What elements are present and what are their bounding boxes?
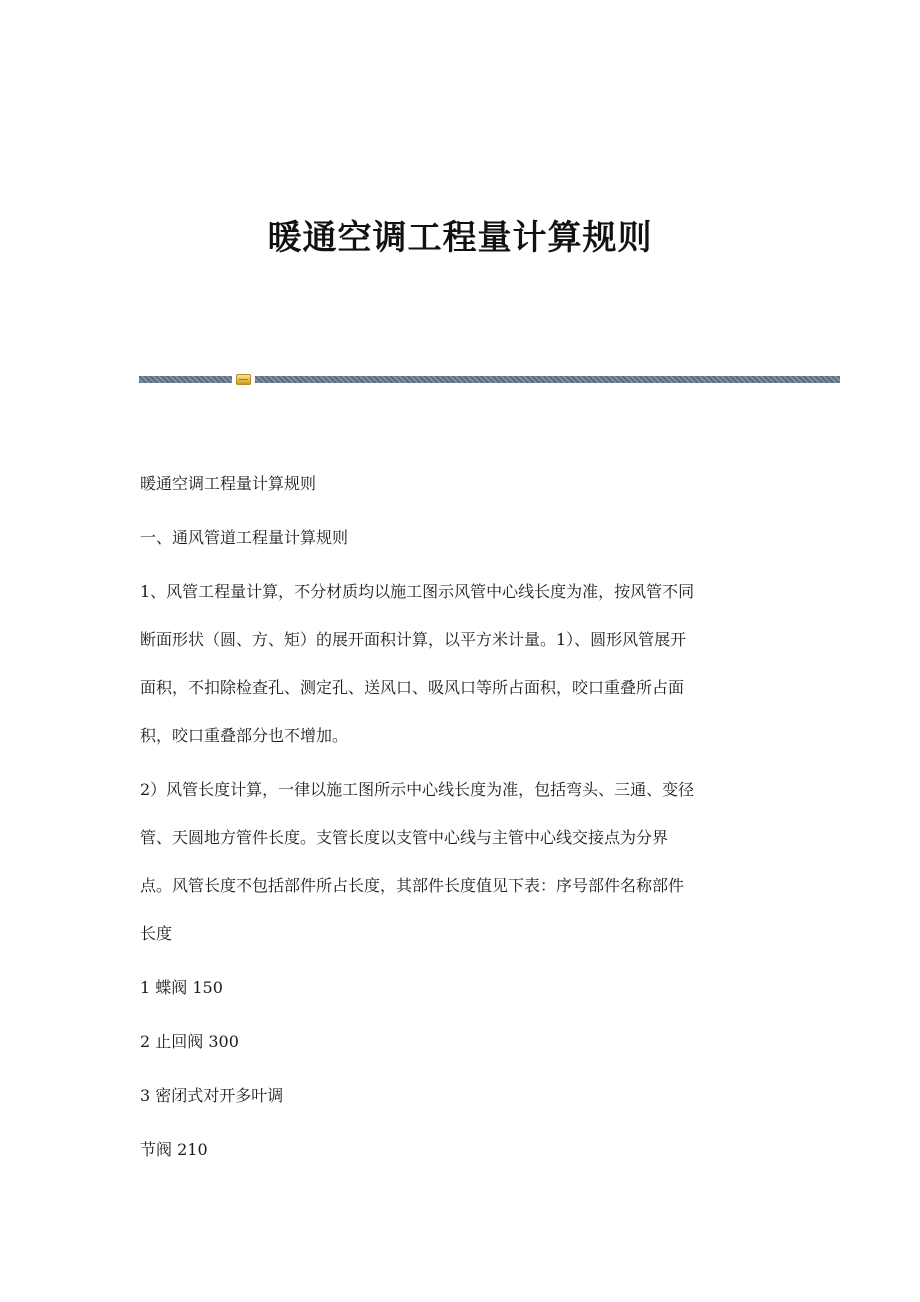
- divider-right-segment: [255, 376, 840, 383]
- paragraph-rule-2: [140, 774, 785, 950]
- document-title: 暖通空调工程量计算规则: [267, 218, 653, 258]
- body-line: 1 蝶阀 150: [140, 978, 223, 997]
- body-line: 管、天圆地方管件长度。支管长度以支管中心线与主管中心线交接点为分界: [140, 828, 669, 847]
- body-line: 暖通空调工程量计算规则: [140, 474, 317, 493]
- body-line: 节阀 210: [140, 1140, 208, 1159]
- body-line: 长度: [140, 924, 173, 943]
- list-item: [140, 972, 785, 1004]
- body-line: 2 止回阀 300: [140, 1032, 239, 1051]
- list-item: [140, 1026, 785, 1058]
- paragraph-rule-1: [140, 576, 785, 752]
- body-line: 1、风管工程量计算，不分材质均以施工图示风管中心线长度为准，按风管不同: [140, 582, 695, 601]
- body-line: 2）风管长度计算，一律以施工图所示中心线长度为准，包括弯头、三通、变径: [140, 780, 695, 799]
- list-item-continuation: [140, 1134, 785, 1166]
- paragraph-heading: [140, 468, 785, 500]
- paragraph-section-title: [140, 522, 785, 554]
- document-body: [140, 468, 785, 1166]
- divider-left-segment: [139, 376, 232, 383]
- list-item: [140, 1080, 785, 1112]
- body-line: 点。风管长度不包括部件所占长度，其部件长度值见下表：序号部件名称部件: [140, 876, 685, 895]
- body-line: 积，咬口重叠部分也不增加。: [140, 726, 349, 745]
- body-line: 面积，不扣除检查孔、测定孔、送风口、吸风口等所占面积，咬口重叠所占面: [140, 678, 685, 697]
- body-line: 3 密闭式对开多叶调: [140, 1086, 284, 1105]
- divider-ornament-icon: [236, 374, 251, 385]
- title-divider: [139, 374, 840, 384]
- body-line: 一、通风管道工程量计算规则: [140, 528, 349, 547]
- body-line: 断面形状（圆、方、矩）的展开面积计算，以平方米计量。1）、圆形风管展开: [140, 630, 687, 649]
